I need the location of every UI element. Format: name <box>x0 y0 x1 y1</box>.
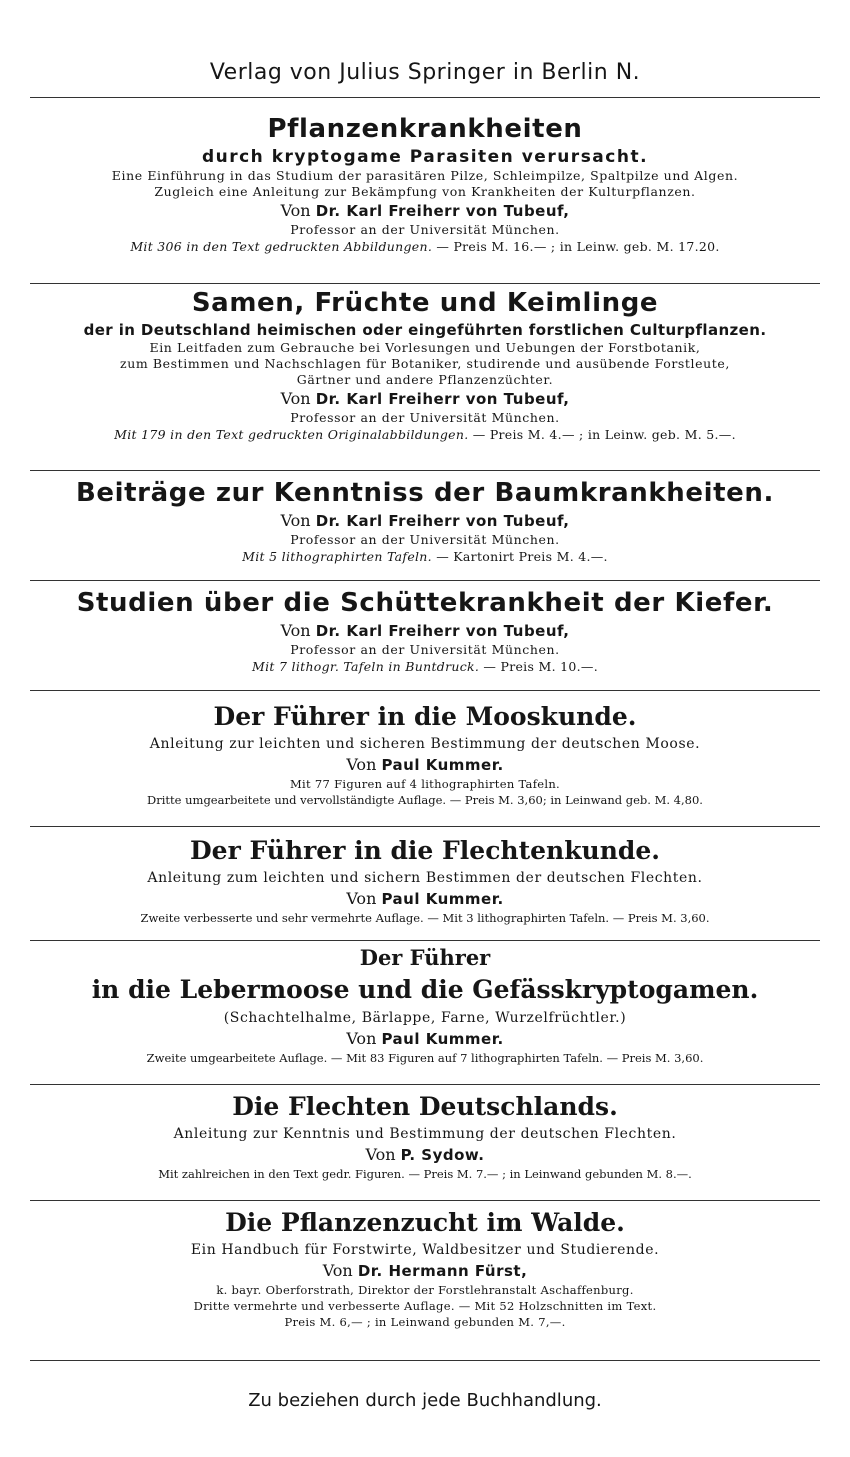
book-description: Ein Handbuch für Forstwirte, Waldbesitzer und Studierende. <box>190 1242 660 1258</box>
divider <box>30 690 820 691</box>
author-prefix: Von <box>280 511 311 530</box>
book-description: Eine Einführung in das Studium der parasitären Pilze, Schleimpilze, Spaltpilze und Algen. <box>111 168 739 183</box>
book-description: Gärtner und andere Pflanzenzüchter. <box>296 372 554 387</box>
author-name: Dr. Hermann Fürst, <box>357 1262 528 1280</box>
price-text: — Kartonirt Preis M. 4.—. <box>431 549 608 564</box>
book-entry-mooskunde <box>14 700 836 808</box>
book-description: Zugleich eine Anleitung zur Bekämpfung von Krankheiten der Kulturpflanzen. <box>154 184 696 199</box>
book-description: zum Bestimmen und Nachschlagen für Botaniker, studirende und ausübende Forstleute, <box>120 356 730 371</box>
author-prefix: Von <box>280 621 311 640</box>
illustration-note: Mit 5 lithographirten Tafeln. <box>242 549 432 564</box>
author-affiliation: Professor an der Universität München. <box>290 410 560 425</box>
author-affiliation: Professor an der Universität München. <box>290 532 560 547</box>
divider <box>30 283 820 284</box>
illustration-note: Mit 306 in den Text gedruckten Abbildungen. <box>130 239 433 254</box>
edition-price-line: Dritte umgearbeitete und vervollständigte Auflage. — Preis M. 3,60; in Leinwand geb. M. 4,80. <box>147 793 703 807</box>
author-name: P. Sydow. <box>400 1146 485 1164</box>
author-name: Dr. Karl Freiherr von Tubeuf, <box>315 390 570 408</box>
divider <box>30 97 820 98</box>
divider <box>30 940 820 941</box>
divider <box>30 826 820 827</box>
price-text: — Preis M. 10.—. <box>479 659 598 674</box>
book-entry-schuettekrankheit <box>14 586 836 676</box>
book-title: Samen, Früchte und Keimlinge <box>191 288 659 318</box>
edition-price-line: Zweite umgearbeitete Auflage. — Mit 83 Figuren auf 7 lithographirten Tafeln. — Preis M. 3,60. <box>146 1051 704 1065</box>
author-prefix: Von <box>346 889 377 908</box>
book-entry-pflanzenzucht <box>14 1206 836 1330</box>
author-affiliation: k. bayr. Oberforstrath, Direktor der Forstlehranstalt Aschaffenburg. <box>216 1283 634 1297</box>
author-name: Dr. Karl Freiherr von Tubeuf, <box>315 622 570 640</box>
book-title: Pflanzenkrankheiten <box>267 114 583 144</box>
book-author <box>14 1144 836 1166</box>
book-title: Der Führer in die Flechtenkunde. <box>190 836 660 865</box>
book-author <box>14 620 836 642</box>
price-text: — Preis M. 16.— ; in Leinw. geb. M. 17.20. <box>432 239 720 254</box>
divider <box>30 580 820 581</box>
book-title: Die Pflanzenzucht im Walde. <box>225 1208 625 1237</box>
book-author <box>14 1028 836 1050</box>
author-prefix: Von <box>280 389 311 408</box>
book-description: Anleitung zur Kenntnis und Bestimmung der deutschen Flechten. <box>173 1126 677 1142</box>
book-author <box>14 1260 836 1282</box>
author-name: Dr. Karl Freiherr von Tubeuf, <box>315 202 570 220</box>
price-line: Preis M. 6,— ; in Leinwand gebunden M. 7,—. <box>284 1315 566 1329</box>
book-title: Der Führer in die Mooskunde. <box>213 702 637 731</box>
book-entry-flechten-deutschlands <box>14 1090 836 1182</box>
book-title: Beiträge zur Kenntniss der Baumkrankheiten. <box>75 478 775 508</box>
book-entry-pflanzenkrankheiten <box>14 112 836 256</box>
book-description: (Schachtelhalme, Bärlappe, Farne, Wurzelfrüchtler.) <box>223 1010 627 1026</box>
author-prefix: Von <box>280 201 311 220</box>
book-author <box>14 200 836 222</box>
price-text: — Preis M. 4.— ; in Leinw. geb. M. 5.—. <box>468 427 736 442</box>
book-description: Anleitung zum leichten und sichern Bestimmen der deutschen Flechten. <box>147 870 703 886</box>
book-title: Die Flechten Deutschlands. <box>232 1092 618 1121</box>
book-author <box>14 754 836 776</box>
author-name: Dr. Karl Freiherr von Tubeuf, <box>315 512 570 530</box>
divider <box>30 470 820 471</box>
book-price-line <box>14 548 836 566</box>
book-title-line-1: Der Führer <box>359 945 491 970</box>
author-prefix: Von <box>346 1029 377 1048</box>
illustration-note: Mit 7 lithogr. Tafeln in Buntdruck. <box>252 659 480 674</box>
book-entry-baumkrankheiten <box>14 476 836 566</box>
book-description: Anleitung zur leichten und sicheren Bestimmung der deutschen Moose. <box>149 736 701 752</box>
author-affiliation: Professor an der Universität München. <box>290 642 560 657</box>
illustration-note: Mit 179 in den Text gedruckten Originalabbildungen. <box>114 427 469 442</box>
book-author <box>14 510 836 532</box>
illustration-note: Mit 77 Figuren auf 4 lithographirten Tafeln. <box>289 777 561 791</box>
book-author <box>14 888 836 910</box>
edition-price-line: Mit zahlreichen in den Text gedr. Figuren. — Preis M. 7.— ; in Leinwand gebunden M. 8.—. <box>158 1167 692 1181</box>
publisher-footer: Zu beziehen durch jede Buchhandlung. <box>248 1390 602 1411</box>
divider <box>30 1200 820 1201</box>
divider <box>30 1084 820 1085</box>
author-prefix: Von <box>346 755 377 774</box>
book-price-line <box>14 238 836 256</box>
book-subtitle: durch kryptogame Parasiten verursacht. <box>201 147 649 167</box>
book-description: Ein Leitfaden zum Gebrauche bei Vorlesungen und Uebungen der Forstbotanik, <box>149 340 701 355</box>
author-name: Paul Kummer. <box>381 1030 504 1048</box>
book-entry-lebermoose <box>14 944 836 1066</box>
author-affiliation: Professor an der Universität München. <box>290 222 560 237</box>
book-author <box>14 388 836 410</box>
book-title-line-2: in die Lebermoose und die Gefässkryptogamen. <box>91 975 759 1004</box>
author-name: Paul Kummer. <box>381 890 504 908</box>
author-prefix: Von <box>365 1145 396 1164</box>
book-entry-samen <box>14 286 836 444</box>
book-entry-flechtenkunde <box>14 834 836 926</box>
edition-line: Dritte vermehrte und verbesserte Auflage. — Mit 52 Holzschnitten im Text. <box>193 1299 657 1313</box>
book-price-line <box>14 426 836 444</box>
book-price-line <box>14 658 836 676</box>
divider <box>30 1360 820 1361</box>
author-name: Paul Kummer. <box>381 756 504 774</box>
author-prefix: Von <box>322 1261 353 1280</box>
book-title: Studien über die Schüttekrankheit der Kiefer. <box>76 588 774 618</box>
book-subtitle: der in Deutschland heimischen oder eingeführten forstlichen Culturpflanzen. <box>83 321 767 339</box>
edition-price-line: Zweite verbesserte und sehr vermehrte Auflage. — Mit 3 lithographirten Tafeln. — Preis M. 3,60. <box>140 911 710 925</box>
publisher-header: Verlag von Julius Springer in Berlin N. <box>209 60 641 85</box>
